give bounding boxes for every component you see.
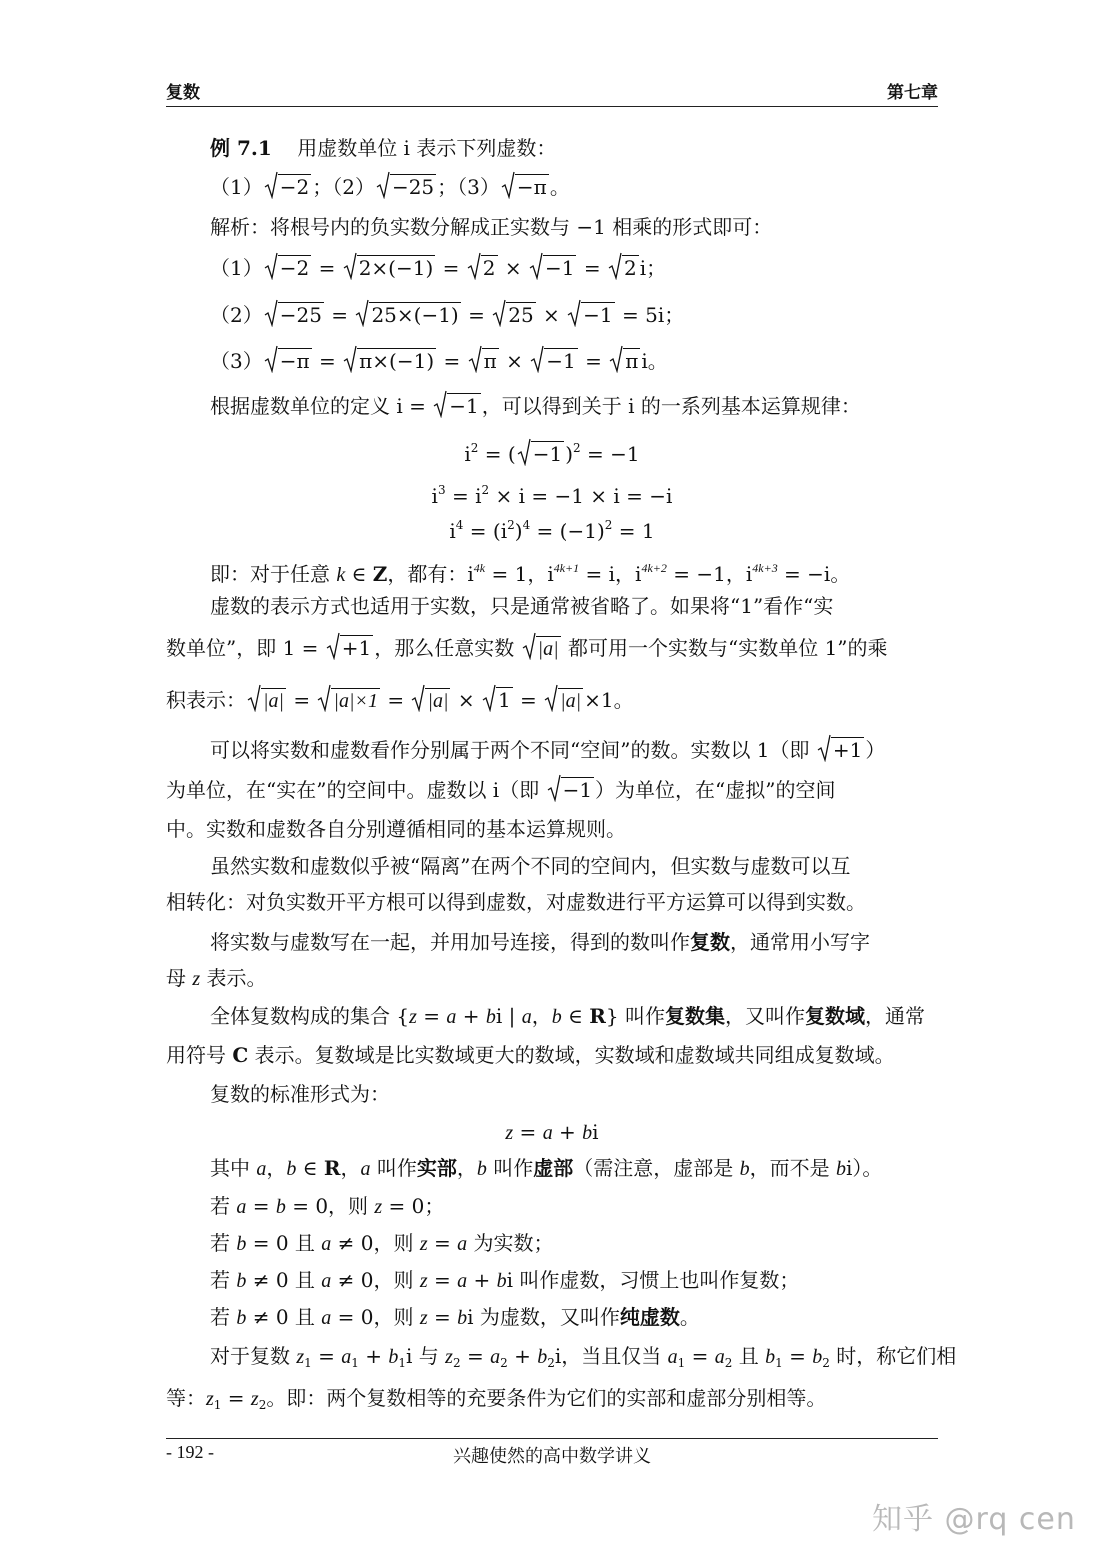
case-line: 若 b ≠ 0 且 a = 0，则 z = bi 为虚数，又叫作纯虚数。: [210, 1305, 700, 1329]
example-items: （1） −2 ；（2） −25 ；（3） −π 。: [166, 173, 938, 201]
case-line: 若 a = b = 0，则 z = 0；: [210, 1194, 445, 1218]
example-prompt: 用虚数单位 i 表示下列虚数：: [297, 136, 557, 160]
power-i2: $i^2$ = ( −1 )$^2$ = −1: [464, 441, 640, 466]
paragraph-text: 积表示： |a| = |a|×1 = |a| × 1 = |a| ×1。: [166, 686, 938, 714]
solution-line-1: （1） −2 = 2×(−1) = 2 × −1 = 2 i；: [166, 254, 938, 282]
radical: −25: [376, 173, 436, 201]
power-i4: $i^4 = (i^2)^4 = (-1)^2 = 1$: [449, 518, 655, 543]
solution-line-3: （3） −π = π×(−1) = π × −1 = π i。: [166, 347, 938, 375]
paragraph-text: 将实数与虚数写在一起，并用加号连接，得到的数叫作复数，通常用小写字: [210, 930, 870, 954]
paragraph-text: 为单位，在“实在”的空间中。虚数以 i（即 −1 ）为单位，在“虚拟”的空间: [166, 776, 938, 804]
paragraph-text: 复数的标准形式为：: [210, 1082, 390, 1106]
radical: −π: [501, 173, 549, 201]
header-rule: [166, 106, 938, 107]
zhihu-watermark: 知乎 @rq cen: [872, 1502, 1076, 1537]
case-line: 若 b ≠ 0 且 a ≠ 0，则 z = a + bi 叫作虚数，习惯上也叫作复数；: [210, 1268, 800, 1292]
paragraph-text: 数单位”，即 1 = +1 ，那么任意实数 |a| 都可用一个实数与“实数单位 1”的乘: [166, 634, 938, 662]
paragraph-text: 全体复数构成的集合 {z = a + bi | a，b ∈ R} 叫作复数集，又叫作复数域，通常: [210, 1004, 925, 1028]
paragraph-text: 对于复数 $z_1 = a_1 + b_1i$ 与 $z_2 = a_2 + b_2i$，当且仅当 $a_1 = a_2$ 且 $b_1 = b_2$ 时，称它们相: [210, 1344, 957, 1370]
paragraph-text: 虽然实数和虚数似乎被“隔离”在两个不同的空间内，但实数与虚数可以互: [210, 854, 851, 878]
example-label: 例 7.1: [210, 136, 272, 160]
term-complex-set: 复数集: [664, 1004, 725, 1028]
paragraph-text: 虚数的表示方式也适用于实数，只是通常被省略了。如果将“1”看作“实: [210, 594, 834, 618]
term-real-part: 实部: [416, 1156, 457, 1180]
radical: −2: [264, 173, 311, 201]
cycle-line: 即：对于任意 k ∈ Z，都有：$i^{4k} = 1$，$i^{4k+1} = i$，$i^{4k+2} = -1$，$i^{4k+3} = -i$。: [210, 561, 851, 586]
running-header: [166, 78, 938, 106]
case-line: 若 b = 0 且 a ≠ 0，则 z = a 为实数；: [210, 1231, 554, 1255]
book-title: 兴趣使然的高中数学讲义: [453, 1446, 651, 1467]
paragraph-text: 可以将实数和虚数看作分别属于两个不同“空间”的数。实数以 1（即 +1 ）: [166, 736, 938, 764]
paragraph-text: 用符号 C 表示。复数域是比实数域更大的数域，实数域和虚数域共同组成复数域。: [166, 1043, 895, 1067]
paragraph-text: 等：$z_1 = z_2$。即：两个复数相等的充要条件为它们的实部和虚部分别相等。: [166, 1386, 827, 1412]
definition-line: 根据虚数单位的定义 i = −1 ，可以得到关于 i 的一系列基本运算规律：: [166, 392, 938, 420]
page-footer: [166, 1442, 938, 1470]
parts-line: 其中 a，b ∈ R，a 叫作实部，b 叫作虚部（需注意，虚部是 b，而不是 bi）。: [210, 1156, 883, 1180]
solution-intro: 解析：将根号内的负实数分解成正实数与 −1 相乘的形式即可：: [210, 215, 773, 239]
standard-form-equation: z = a + bi: [505, 1120, 599, 1144]
term-pure-imaginary: 纯虚数: [619, 1305, 680, 1329]
header-left: 复数: [166, 83, 200, 103]
example-heading: [166, 134, 938, 162]
footer-rule: [166, 1438, 938, 1439]
power-i3: $i^3 = i^2 \times i = -1 \times i = -i$: [431, 483, 673, 508]
solution-line-2: （2） −25 = 25×(−1) = 25 × −1 = 5i；: [166, 301, 938, 329]
page-number: - 192 -: [166, 1442, 214, 1462]
term-imaginary-part: 虚部: [533, 1156, 574, 1180]
header-right: 第七章: [887, 83, 938, 103]
term-complex-field: 复数域: [804, 1004, 865, 1028]
paragraph-text: 相转化：对负实数开平方根可以得到虚数，对虚数进行平方运算可以得到实数。: [166, 890, 866, 914]
term-complex-number: 复数: [690, 930, 730, 954]
paragraph-text: 中。实数和虚数各自分别遵循相同的基本运算规则。: [166, 817, 626, 841]
paragraph-text: 母 z 表示。: [166, 966, 267, 990]
